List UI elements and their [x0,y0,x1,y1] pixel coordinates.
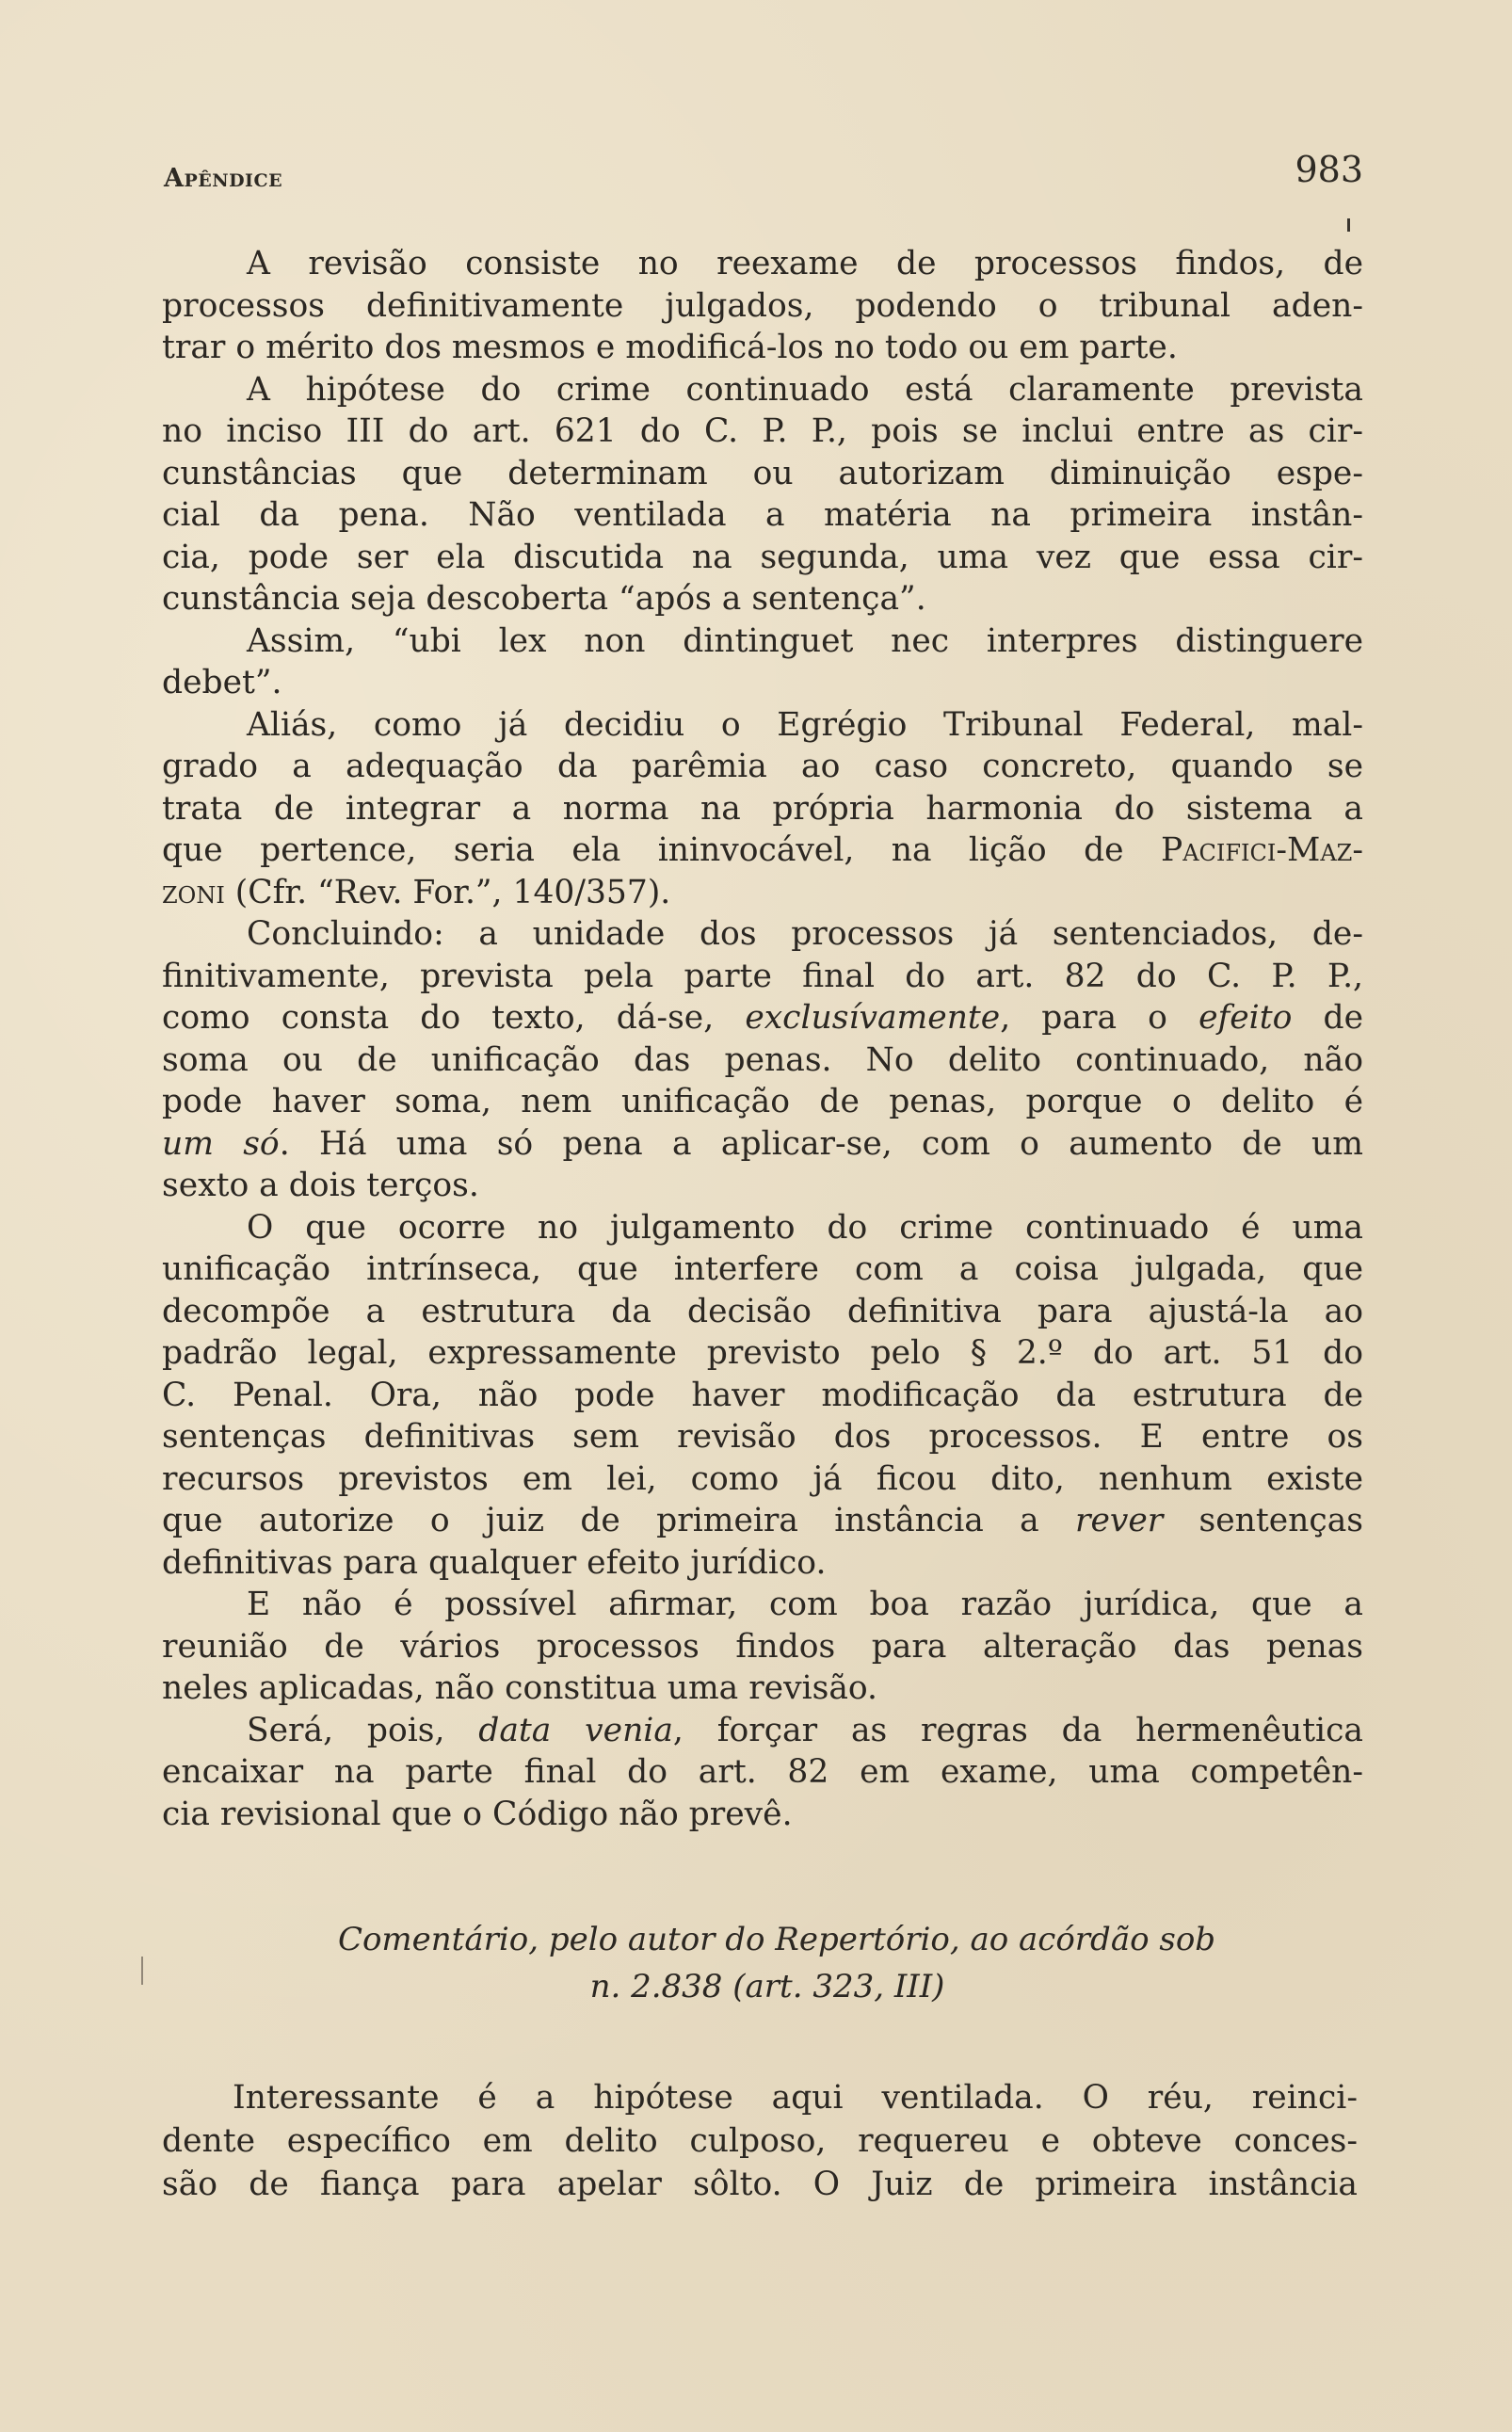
text-line [162,1039,1363,1082]
margin-mark [1347,218,1350,232]
text-line [162,1584,1363,1626]
text-line [162,746,1363,788]
text-line [162,327,1363,369]
text-line [162,369,1363,411]
text-line [162,1751,1363,1794]
text-line [162,1207,1363,1249]
text-run: como consta do texto, dá-se, [162,999,746,1037]
text-line [162,1542,1363,1585]
body-text [162,243,1363,1835]
text-line [162,1123,1363,1166]
text-line [162,1375,1363,1417]
text-line [162,997,1363,1039]
italic-text: efeito [1198,999,1293,1037]
text-run: trata de integrar a norma na própria harmonia do sistema a [162,789,1363,828]
text-run: trar o mérito dos mesmos e modificá-los no todo ou em parte. [162,329,1178,366]
text-line [162,620,1363,663]
text-run: cunstâncias que determinam ou autorizam diminuição espe- [162,454,1363,492]
text-run: Assim, “ubi lex non dintinguet nec interpres distinguere [247,621,1363,660]
text-line [162,1291,1363,1333]
text-run: padrão legal, expressamente previsto pelo § 2.º do art. 51 do [162,1334,1363,1372]
text-line [162,537,1363,579]
paragraph [162,1584,1363,1710]
text-run: cunstância seja descoberta “após a sentença”. [162,580,926,618]
text-line [162,1626,1363,1668]
text-line [162,411,1363,453]
margin-mark-left [141,1957,143,1985]
section-heading-line-1: Comentário, pelo autor do Repertório, ao acórdão sob [337,1921,1216,1958]
text-run: O que ocorre no julgamento do crime continuado é uma [247,1208,1363,1247]
text-line [162,788,1363,830]
text-line [162,913,1363,956]
text-line [162,704,1363,747]
text-line [162,453,1363,495]
text-run: decompõe a estrutura da decisão definitiva para ajustá-la ao [162,1292,1363,1330]
text-line [162,1500,1363,1542]
text-line [162,1667,1363,1710]
text-run: A revisão consiste no reexame de processos findos, de [247,245,1363,282]
text-line [162,285,1363,328]
text-line [162,1794,1363,1836]
text-line [162,662,1363,704]
italic-text: exclusívamente [745,999,1001,1037]
text-run: soma ou de unificação das penas. No delito continuado, não [162,1040,1363,1079]
paragraph [162,913,1363,1207]
text-run: que pertence, seria ela ininvocável, na lição de [162,831,1161,869]
text-line [162,1458,1363,1501]
section-heading [162,1916,1363,2010]
text-run: recursos previstos em lei, como já ficou dito, nenhum existe [162,1459,1363,1498]
text-line [162,1710,1363,1752]
running-title: Apêndice [164,164,283,193]
text-run: C. Penal. Ora, não pode haver modificação da estrutura de [162,1376,1363,1414]
text-run: A hipótese do crime continuado está claramente prevista [247,370,1363,409]
text-run: , forçar as regras da hermenêutica [672,1711,1363,1749]
text-run: (Cfr. “Rev. For.”, 140/357). [224,873,671,911]
italic-text: um só [162,1124,280,1163]
paragraph [162,620,1363,704]
author-name: Pacifici-Maz- [1160,831,1363,869]
paragraph [162,1710,1363,1836]
final-paragraph-block [162,2076,1358,2206]
text-line [162,243,1363,285]
italic-text: data venia [478,1711,673,1749]
text-run: sentenças [1163,1502,1363,1539]
text-run: . Há uma só pena a aplicar-se, com o aumento de um [279,1124,1363,1163]
text-line [162,829,1363,872]
text-line [162,1081,1363,1123]
text-run: processos definitivamente julgados, podendo o tribunal aden- [162,286,1363,325]
text-run: finitivamente, prevista pela parte final do art. 82 do C. P. P., [162,957,1363,995]
text-run: cial da pena. Não ventilada a matéria na primeira instân- [162,496,1363,534]
text-line [162,956,1363,998]
text-run: grado a adequação da parêmia ao caso concreto, quando se [162,748,1363,785]
text-run: Aliás, como já decidiu o Egrégio Tribunal Federal, mal- [247,705,1363,744]
text-line [162,1416,1363,1458]
paragraph [162,1207,1363,1585]
section-heading-line-2: n. 2.838 (art. 323, III) [589,1968,945,2005]
paragraph [162,369,1363,620]
text-run: no inciso III do art. 621 do C. P. P., pois se inclui entre as cir- [162,412,1363,450]
text-line [162,1248,1363,1291]
text-line: são de fiança para apelar sôlto. O Juiz de primeira instância [162,2166,1358,2203]
author-name: zoni [162,873,225,911]
text-run: cia revisional que o Código não prevê. [162,1795,793,1833]
running-head [162,149,1363,196]
text-run: sexto a dois terços. [162,1167,479,1204]
text-run: pode haver soma, nem unificação de penas, porque o delito é [162,1083,1363,1120]
text-run: debet”. [162,664,282,701]
text-line: Interessante é a hipótese aqui ventilada. O réu, reinci- [233,2079,1358,2117]
italic-text: rever [1074,1502,1164,1539]
text-run: cia, pode ser ela discutida na segunda, uma vez que essa cir- [162,538,1363,576]
text-run: de [1292,999,1363,1037]
text-run: Concluindo: a unidade dos processos já sentenciados, de- [247,915,1363,953]
text-line: dente específico em delito culposo, requereu e obteve conces- [162,2122,1358,2160]
text-line [162,494,1363,537]
text-run: encaixar na parte final do art. 82 em exame, uma competên- [162,1753,1363,1791]
text-run: , para o [1000,999,1199,1037]
text-run: unificação intrínseca, que interfere com a coisa julgada, que [162,1250,1363,1288]
text-run: definitivas para qualquer efeito jurídico. [162,1543,827,1582]
text-run: que autorize o juiz de primeira instância a [162,1502,1075,1539]
text-run: E não é possível afirmar, com boa razão jurídica, que a [247,1586,1363,1623]
page-number: 983 [1295,149,1363,190]
text-line [162,872,1363,914]
paragraph [162,704,1363,914]
paragraph [162,243,1363,369]
text-run: sentenças definitivas sem revisão dos processos. E entre os [162,1418,1363,1456]
text-run: reunião de vários processos findos para alteração das penas [162,1627,1363,1666]
final-paragraph [162,2076,1358,2206]
text-run: neles aplicadas, não constitua uma revisão. [162,1669,878,1707]
text-line [162,1165,1363,1207]
text-line [162,1332,1363,1375]
text-run: Será, pois, [247,1711,479,1749]
text-line [162,578,1363,620]
